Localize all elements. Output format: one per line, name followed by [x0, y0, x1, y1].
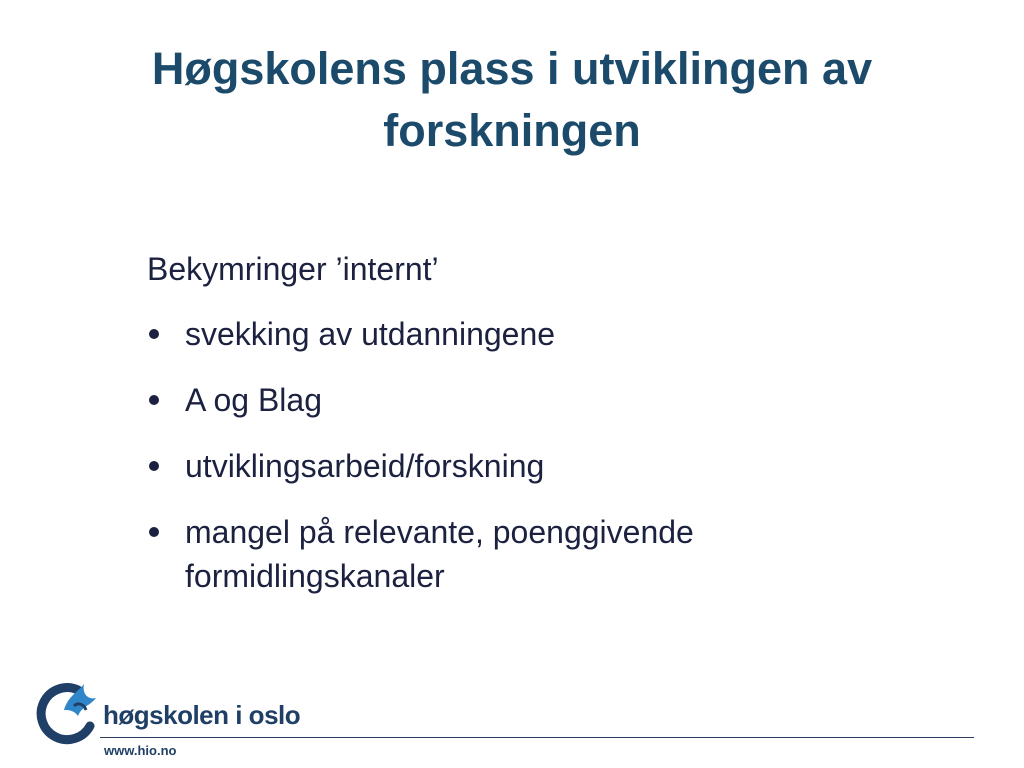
content-subheading: Bekymringer ’internt’	[147, 251, 439, 287]
hio-logo-icon	[34, 676, 104, 746]
bullet-text: svekking av utdanningene	[185, 316, 556, 352]
footer-divider	[100, 737, 974, 738]
bullet-item	[147, 510, 907, 598]
bullet-text: A og Blag	[185, 382, 322, 418]
bullet-item	[147, 312, 907, 356]
bullet-item	[147, 378, 907, 422]
bullet-dot-icon	[149, 461, 159, 471]
bullet-item	[147, 444, 907, 488]
bullet-dot-icon	[149, 527, 159, 537]
footer-url: www.hio.no	[104, 743, 177, 758]
slide-content	[147, 246, 907, 620]
bullet-dot-icon	[149, 395, 159, 405]
bullet-text: mangel på relevante, poenggivende formidlingskanaler	[185, 514, 694, 594]
bullet-text: utviklingsarbeid/forskning	[185, 448, 545, 484]
logo-wordmark: høgskolen i oslo	[103, 700, 301, 730]
bullet-list	[147, 312, 907, 598]
slide-title: Høgskolens plass i utviklingen av forskningen	[151, 43, 873, 156]
bullet-dot-icon	[149, 329, 159, 339]
